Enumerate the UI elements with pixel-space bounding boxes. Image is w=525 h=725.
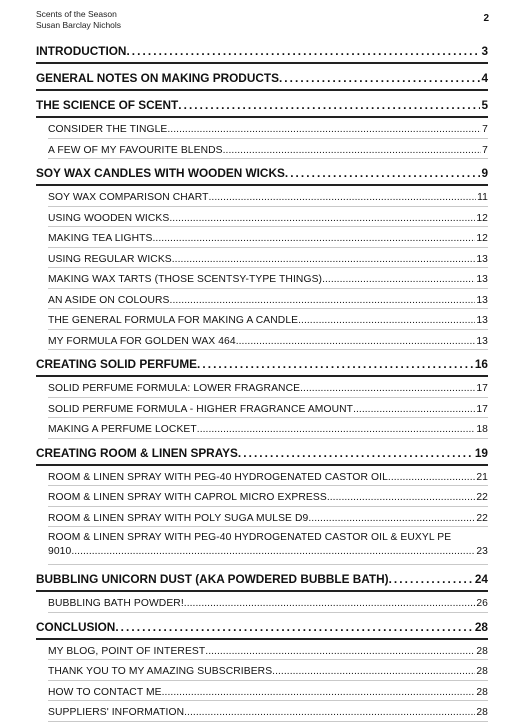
toc-page-number: 24 xyxy=(474,572,488,586)
toc-page-number: 22 xyxy=(476,492,488,503)
toc-section-entry[interactable] xyxy=(48,486,488,507)
toc-page-number: 28 xyxy=(474,619,488,634)
toc-entry-title: USING WOODEN WICKS xyxy=(48,212,170,224)
toc-page-number: 11 xyxy=(477,192,488,203)
toc-section-entry[interactable] xyxy=(48,507,488,528)
toc-chapter-entry[interactable] xyxy=(36,565,488,592)
toc-entry-title-line2: 9010 xyxy=(48,546,72,557)
toc-entry-title: MY BLOG, POINT OF INTEREST xyxy=(48,645,206,657)
toc-section-entry[interactable] xyxy=(48,592,488,613)
toc-entry-title: MY FORMULA FOR GOLDEN WAX 464 xyxy=(48,335,236,347)
toc-dot-leader xyxy=(285,159,481,188)
toc-entry-title: BUBBLING BATH POWDER! xyxy=(48,598,184,609)
toc-section-entry[interactable] xyxy=(48,330,488,351)
toc-entry-title: ROOM & LINEN SPRAY WITH POLY SUGA MULSE D9 xyxy=(48,512,309,524)
toc-chapter-entry[interactable] xyxy=(36,64,488,91)
toc-page-number: 28 xyxy=(476,666,488,677)
toc-page-number: 9 xyxy=(481,166,488,180)
toc-entry-line2 xyxy=(48,545,488,559)
toc-section-entry[interactable] xyxy=(48,248,488,269)
toc-page-number: 7 xyxy=(482,144,488,156)
toc-section-entry[interactable] xyxy=(48,118,488,139)
toc-chapter-entry[interactable] xyxy=(36,37,488,64)
toc-page-number: 22 xyxy=(476,512,488,524)
toc-section-entry[interactable] xyxy=(48,289,488,310)
toc-page-number: 19 xyxy=(474,445,488,460)
toc-page-number: 23 xyxy=(476,546,488,557)
toc-entry-title: CONCLUSION xyxy=(36,619,116,634)
toc-entry-title: A FEW OF MY FAVOURITE BLENDS xyxy=(48,144,223,156)
toc-entry-title: SOLID PERFUME FORMULA - HIGHER FRAGRANCE AMOUNT xyxy=(48,403,354,415)
toc-dot-leader xyxy=(389,565,474,594)
toc-section-entry[interactable] xyxy=(48,227,488,248)
toc-page-number: 28 xyxy=(476,645,488,657)
toc-page-number: 7 xyxy=(482,124,488,135)
toc-page-number: 13 xyxy=(476,253,488,265)
toc-entry-title: SOLID PERFUME FORMULA: LOWER FRAGRANCE xyxy=(48,383,301,394)
toc-entry-title-line1: ROOM & LINEN SPRAY WITH PEG-40 HYDROGENATED CASTOR OIL & EUXYL PE xyxy=(48,532,452,543)
toc-entry-title: INTRODUCTION xyxy=(36,44,127,58)
toc-entry-title: BUBBLING UNICORN DUST (AKA POWDERED BUBBLE BATH) xyxy=(36,572,389,586)
toc-section-entry[interactable] xyxy=(48,527,488,565)
toc-chapter-entry[interactable] xyxy=(36,350,488,377)
toc-chapter-entry[interactable] xyxy=(36,91,488,118)
toc-entry-title: CREATING SOLID PERFUME xyxy=(36,357,198,371)
toc-chapter-entry[interactable] xyxy=(36,613,488,640)
toc-page-number: 17 xyxy=(476,403,488,415)
toc-section-entry[interactable] xyxy=(48,398,488,419)
author-name: Susan Barclay Nichols xyxy=(36,19,122,30)
toc-section-entry[interactable] xyxy=(48,701,488,722)
toc-entry-title: SOY WAX CANDLES WITH WOODEN WICKS xyxy=(36,166,285,180)
toc-entry-title: AN ASIDE ON COLOURS... xyxy=(48,294,179,306)
toc-page-number: 18 xyxy=(476,424,488,435)
toc-section-entry[interactable] xyxy=(48,681,488,702)
toc-dot-leader xyxy=(178,91,480,120)
toc-page-number: 12 xyxy=(476,212,488,224)
toc-section-entry[interactable] xyxy=(48,186,488,207)
toc-dot-leader xyxy=(126,37,480,66)
toc-dot-leader xyxy=(71,545,475,559)
book-title: Scents of the Season xyxy=(36,9,117,19)
toc-section-entry[interactable] xyxy=(48,207,488,228)
toc-entry-title: THE GENERAL FORMULA FOR MAKING A CANDLE xyxy=(48,315,299,326)
toc-entry-title: SOY WAX COMPARISON CHART xyxy=(48,192,209,203)
toc-section-entry[interactable] xyxy=(48,660,488,681)
toc-page-number: 13 xyxy=(476,335,488,347)
toc-entry-title: ROOM & LINEN SPRAY WITH CAPROL MICRO EXPRESS xyxy=(48,492,327,503)
toc-page-number: 5 xyxy=(481,98,488,112)
toc-page-number: 16 xyxy=(474,357,488,371)
toc-page-number: 3 xyxy=(481,44,488,58)
toc-dot-leader xyxy=(238,439,474,468)
toc-page-number: 26 xyxy=(476,598,488,609)
toc-section-entry[interactable] xyxy=(48,640,488,661)
toc-page-number: 28 xyxy=(476,686,488,698)
toc-page-number: 13 xyxy=(476,315,488,326)
toc-chapter-entry[interactable] xyxy=(36,439,488,466)
toc-page-number: 4 xyxy=(481,71,488,85)
toc-entry-title: GENERAL NOTES ON MAKING PRODUCTS xyxy=(36,71,279,85)
toc-entry-title: MAKING A PERFUME LOCKET xyxy=(48,424,197,435)
toc-chapter-entry[interactable] xyxy=(36,159,488,186)
toc-section-entry[interactable] xyxy=(48,309,488,330)
toc-page-number: 17 xyxy=(476,383,488,394)
toc-page-number: 13 xyxy=(476,294,488,306)
toc-entry-title: THE SCIENCE OF SCENT xyxy=(36,98,179,112)
table-of-contents xyxy=(36,37,488,722)
toc-dot-leader xyxy=(184,701,475,725)
toc-section-entry[interactable] xyxy=(48,377,488,398)
toc-dot-leader xyxy=(197,350,474,379)
toc-section-entry[interactable] xyxy=(48,418,488,439)
toc-page-number: 28 xyxy=(476,707,488,718)
toc-entry-title: HOW TO CONTACT ME xyxy=(48,686,162,698)
toc-page-number: 12 xyxy=(476,233,488,244)
toc-entry-title: SUPPLIERS' INFORMATION xyxy=(48,707,185,718)
toc-entry-title: MAKING TEA LIGHTS xyxy=(48,233,153,244)
toc-entry-title: ROOM & LINEN SPRAY WITH PEG-40 HYDROGENATED CASTOR OIL xyxy=(48,471,388,483)
page-header xyxy=(36,9,489,33)
toc-entry-title: USING REGULAR WICKS xyxy=(48,253,172,265)
toc-page-number: 13 xyxy=(476,274,488,285)
page-number: 2 xyxy=(483,13,489,24)
toc-page-number: 21 xyxy=(476,471,488,483)
toc-dot-leader xyxy=(279,64,480,93)
toc-entry-title: CONSIDER THE TINGLE xyxy=(48,124,168,135)
toc-entry-title: CREATING ROOM & LINEN SPRAYS xyxy=(36,445,238,460)
toc-entry-title: MAKING WAX TARTS (THOSE SCENTSY-TYPE THINGS) xyxy=(48,274,323,285)
toc-section-entry[interactable] xyxy=(48,139,488,160)
toc-section-entry[interactable] xyxy=(48,466,488,487)
toc-dot-leader xyxy=(115,613,474,642)
toc-entry-title: THANK YOU TO MY AMAZING SUBSCRIBERS xyxy=(48,666,273,677)
toc-section-entry[interactable] xyxy=(48,268,488,289)
